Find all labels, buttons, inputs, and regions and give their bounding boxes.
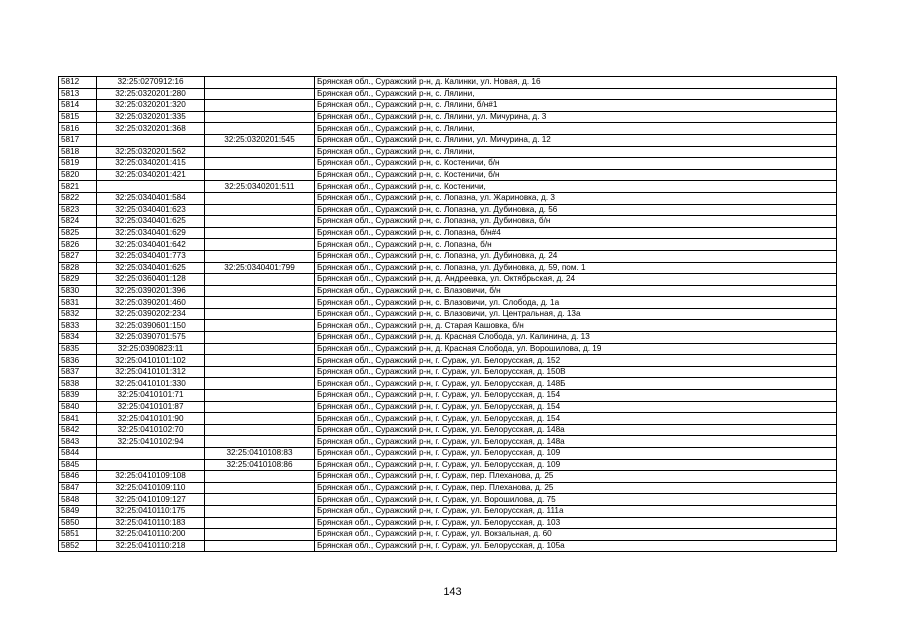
table-row: [59, 308, 837, 320]
cadastral-number-cell: 32:25:0340401:773: [97, 250, 205, 262]
row-number-cell: 5827: [59, 250, 97, 262]
cadastral-number-cell: 32:25:0410102:70: [97, 424, 205, 436]
parent-cadastral-number-cell: [205, 494, 315, 506]
cadastral-number-cell: 32:25:0390201:460: [97, 297, 205, 309]
parent-cadastral-number-cell: [205, 332, 315, 344]
cadastral-number-cell: [97, 134, 205, 146]
address-cell: Брянская обл., Суражский р-н, с. Лопазна, ул. Жариновка, д. 3: [315, 192, 837, 204]
parent-cadastral-number-cell: [205, 158, 315, 170]
parent-cadastral-number-cell: [205, 285, 315, 297]
cadastral-number-cell: 32:25:0410110:175: [97, 505, 205, 517]
row-number-cell: 5820: [59, 169, 97, 181]
cadastral-number-cell: 32:25:0410101:102: [97, 355, 205, 367]
row-number-cell: 5846: [59, 471, 97, 483]
cadastral-number-cell: 32:25:0320201:320: [97, 100, 205, 112]
address-cell: Брянская обл., Суражский р-н, с. Лопазна, ул. Дубиновка, д. 24: [315, 250, 837, 262]
address-cell: Брянская обл., Суражский р-н, с. Лопазна, б/н: [315, 239, 837, 251]
cadastral-number-cell: 32:25:0390601:150: [97, 320, 205, 332]
row-number-cell: 5834: [59, 332, 97, 344]
cadastral-number-cell: 32:25:0390701:575: [97, 332, 205, 344]
parent-cadastral-number-cell: [205, 401, 315, 413]
row-number-cell: 5817: [59, 134, 97, 146]
address-cell: Брянская обл., Суражский р-н, д. Красная Слобода, ул. Ворошилова, д. 19: [315, 343, 837, 355]
row-number-cell: 5835: [59, 343, 97, 355]
row-number-cell: 5826: [59, 239, 97, 251]
table-row: [59, 529, 837, 541]
parent-cadastral-number-cell: [205, 320, 315, 332]
table-row: [59, 343, 837, 355]
table-row: [59, 297, 837, 309]
address-cell: Брянская обл., Суражский р-н, с. Лялини,: [315, 88, 837, 100]
row-number-cell: 5813: [59, 88, 97, 100]
table-row: [59, 459, 837, 471]
table-row: [59, 285, 837, 297]
cadastral-number-cell: 32:25:0410101:71: [97, 390, 205, 402]
parent-cadastral-number-cell: [205, 169, 315, 181]
table-row: [59, 540, 837, 552]
table-row: [59, 192, 837, 204]
row-number-cell: 5833: [59, 320, 97, 332]
parent-cadastral-number-cell: [205, 366, 315, 378]
address-cell: Брянская обл., Суражский р-н, г. Сураж, ул. Белорусская, д. 109: [315, 459, 837, 471]
cadastral-number-cell: 32:25:0270912:16: [97, 77, 205, 89]
row-number-cell: 5836: [59, 355, 97, 367]
parent-cadastral-number-cell: 32:25:0410108:86: [205, 459, 315, 471]
address-cell: Брянская обл., Суражский р-н, д. Красная Слобода, ул. Калинина, д. 13: [315, 332, 837, 344]
row-number-cell: 5845: [59, 459, 97, 471]
row-number-cell: 5832: [59, 308, 97, 320]
table-row: [59, 274, 837, 286]
cadastral-number-cell: [97, 181, 205, 193]
cadastral-number-cell: 32:25:0320201:368: [97, 123, 205, 135]
table-row: [59, 100, 837, 112]
table-row: [59, 88, 837, 100]
parent-cadastral-number-cell: [205, 355, 315, 367]
address-cell: Брянская обл., Суражский р-н, д. Старая Кашовка, б/н: [315, 320, 837, 332]
cadastral-number-cell: 32:25:0340401:625: [97, 262, 205, 274]
cadastral-number-cell: 32:25:0390201:396: [97, 285, 205, 297]
cadastral-number-cell: 32:25:0410101:87: [97, 401, 205, 413]
parent-cadastral-number-cell: [205, 505, 315, 517]
cadastral-number-cell: 32:25:0340401:584: [97, 192, 205, 204]
parent-cadastral-number-cell: [205, 482, 315, 494]
table-row: [59, 517, 837, 529]
parent-cadastral-number-cell: [205, 88, 315, 100]
row-number-cell: 5843: [59, 436, 97, 448]
address-cell: Брянская обл., Суражский р-н, г. Сураж, ул. Вокзальная, д. 60: [315, 529, 837, 541]
parent-cadastral-number-cell: [205, 216, 315, 228]
parent-cadastral-number-cell: [205, 250, 315, 262]
cadastral-number-cell: 32:25:0410109:108: [97, 471, 205, 483]
table-row: [59, 250, 837, 262]
table-row: [59, 505, 837, 517]
row-number-cell: 5819: [59, 158, 97, 170]
cadastral-number-cell: 32:25:0410109:127: [97, 494, 205, 506]
address-cell: Брянская обл., Суражский р-н, г. Сураж, пер. Плеханова, д. 25: [315, 471, 837, 483]
row-number-cell: 5849: [59, 505, 97, 517]
row-number-cell: 5825: [59, 227, 97, 239]
parent-cadastral-number-cell: [205, 390, 315, 402]
table-row: [59, 320, 837, 332]
row-number-cell: 5840: [59, 401, 97, 413]
parent-cadastral-number-cell: [205, 111, 315, 123]
table-row: [59, 239, 837, 251]
table-row: [59, 134, 837, 146]
parent-cadastral-number-cell: [205, 274, 315, 286]
address-cell: Брянская обл., Суражский р-н, с. Лопазна, б/н#4: [315, 227, 837, 239]
row-number-cell: 5821: [59, 181, 97, 193]
row-number-cell: 5812: [59, 77, 97, 89]
address-cell: Брянская обл., Суражский р-н, г. Сураж, ул. Белорусская, д. 148а: [315, 436, 837, 448]
cadastral-number-cell: 32:25:0410101:90: [97, 413, 205, 425]
table-row: [59, 227, 837, 239]
row-number-cell: 5839: [59, 390, 97, 402]
row-number-cell: 5831: [59, 297, 97, 309]
address-cell: Брянская обл., Суражский р-н, с. Влазовичи, ул. Слобода, д. 1а: [315, 297, 837, 309]
cadastral-number-cell: 32:25:0410110:200: [97, 529, 205, 541]
address-cell: Брянская обл., Суражский р-н, г. Сураж, ул. Белорусская, д. 152: [315, 355, 837, 367]
row-number-cell: 5815: [59, 111, 97, 123]
parent-cadastral-number-cell: [205, 529, 315, 541]
parent-cadastral-number-cell: [205, 123, 315, 135]
table-row: [59, 436, 837, 448]
parent-cadastral-number-cell: 32:25:0320201:545: [205, 134, 315, 146]
table-row: [59, 204, 837, 216]
address-cell: Брянская обл., Суражский р-н, с. Лялини, б/н#1: [315, 100, 837, 112]
address-cell: Брянская обл., Суражский р-н, г. Сураж, ул. Ворошилова, д. 75: [315, 494, 837, 506]
row-number-cell: 5822: [59, 192, 97, 204]
row-number-cell: 5818: [59, 146, 97, 158]
table-row: [59, 169, 837, 181]
table-row: [59, 355, 837, 367]
table-row: [59, 413, 837, 425]
cadastral-number-cell: 32:25:0390202:234: [97, 308, 205, 320]
row-number-cell: 5847: [59, 482, 97, 494]
table-row: [59, 262, 837, 274]
cadastral-number-cell: 32:25:0320201:335: [97, 111, 205, 123]
address-cell: Брянская обл., Суражский р-н, д. Андреевка, ул. Октябрьская, д. 24: [315, 274, 837, 286]
table-row: [59, 181, 837, 193]
parent-cadastral-number-cell: [205, 100, 315, 112]
parent-cadastral-number-cell: [205, 297, 315, 309]
row-number-cell: 5838: [59, 378, 97, 390]
cadastral-number-cell: 32:25:0410110:218: [97, 540, 205, 552]
cadastral-number-cell: [97, 459, 205, 471]
parent-cadastral-number-cell: [205, 204, 315, 216]
row-number-cell: 5823: [59, 204, 97, 216]
cadastral-number-cell: 32:25:0390823:11: [97, 343, 205, 355]
parent-cadastral-number-cell: [205, 239, 315, 251]
cadastral-number-cell: 32:25:0340401:642: [97, 239, 205, 251]
table-row: [59, 471, 837, 483]
row-number-cell: 5830: [59, 285, 97, 297]
table-row: [59, 378, 837, 390]
address-cell: Брянская обл., Суражский р-н, с. Костеничи, б/н: [315, 169, 837, 181]
cadastral-number-cell: 32:25:0410101:330: [97, 378, 205, 390]
row-number-cell: 5816: [59, 123, 97, 135]
address-cell: Брянская обл., Суражский р-н, с. Влазовичи, б/н: [315, 285, 837, 297]
parent-cadastral-number-cell: [205, 378, 315, 390]
parent-cadastral-number-cell: [205, 413, 315, 425]
address-cell: Брянская обл., Суражский р-н, с. Лялини,: [315, 146, 837, 158]
parent-cadastral-number-cell: 32:25:0410108:83: [205, 448, 315, 460]
parent-cadastral-number-cell: [205, 146, 315, 158]
property-register-table: [58, 76, 837, 552]
cadastral-number-cell: 32:25:0410102:94: [97, 436, 205, 448]
address-cell: Брянская обл., Суражский р-н, с. Лялини, ул. Мичурина, д. 3: [315, 111, 837, 123]
row-number-cell: 5851: [59, 529, 97, 541]
address-cell: Брянская обл., Суражский р-н, с. Костеничи, б/н: [315, 158, 837, 170]
table-row: [59, 216, 837, 228]
parent-cadastral-number-cell: 32:25:0340201:511: [205, 181, 315, 193]
parent-cadastral-number-cell: [205, 517, 315, 529]
address-cell: Брянская обл., Суражский р-н, г. Сураж, ул. Белорусская, д. 150В: [315, 366, 837, 378]
table-row: [59, 494, 837, 506]
table-row: [59, 390, 837, 402]
cadastral-number-cell: 32:25:0340401:629: [97, 227, 205, 239]
cadastral-number-cell: 32:25:0320201:562: [97, 146, 205, 158]
parent-cadastral-number-cell: [205, 436, 315, 448]
parent-cadastral-number-cell: [205, 77, 315, 89]
address-cell: Брянская обл., Суражский р-н, с. Костеничи,: [315, 181, 837, 193]
parent-cadastral-number-cell: [205, 343, 315, 355]
table-row: [59, 424, 837, 436]
row-number-cell: 5828: [59, 262, 97, 274]
row-number-cell: 5844: [59, 448, 97, 460]
address-cell: Брянская обл., Суражский р-н, г. Сураж, пер. Плеханова, д. 25: [315, 482, 837, 494]
address-cell: Брянская обл., Суражский р-н, с. Влазовичи, ул. Центральная, д. 13а: [315, 308, 837, 320]
parent-cadastral-number-cell: 32:25:0340401:799: [205, 262, 315, 274]
address-cell: Брянская обл., Суражский р-н, д. Калинки, ул. Новая, д. 16: [315, 77, 837, 89]
cadastral-number-cell: 32:25:0320201:280: [97, 88, 205, 100]
row-number-cell: 5852: [59, 540, 97, 552]
address-cell: Брянская обл., Суражский р-н, с. Лопазна, ул. Дубиновка, д. 59, пом. 1: [315, 262, 837, 274]
row-number-cell: 5824: [59, 216, 97, 228]
cadastral-number-cell: 32:25:0340401:623: [97, 204, 205, 216]
row-number-cell: 5842: [59, 424, 97, 436]
address-cell: Брянская обл., Суражский р-н, г. Сураж, ул. Белорусская, д. 109: [315, 448, 837, 460]
address-cell: Брянская обл., Суражский р-н, с. Лопазна, ул. Дубиновка, д. 56: [315, 204, 837, 216]
row-number-cell: 5829: [59, 274, 97, 286]
address-cell: Брянская обл., Суражский р-н, г. Сураж, ул. Белорусская, д. 154: [315, 413, 837, 425]
cadastral-number-cell: [97, 448, 205, 460]
parent-cadastral-number-cell: [205, 471, 315, 483]
table-row: [59, 158, 837, 170]
address-cell: Брянская обл., Суражский р-н, г. Сураж, ул. Белорусская, д. 103: [315, 517, 837, 529]
table-row: [59, 77, 837, 89]
address-cell: Брянская обл., Суражский р-н, г. Сураж, ул. Белорусская, д. 154: [315, 401, 837, 413]
cadastral-number-cell: 32:25:0340201:421: [97, 169, 205, 181]
parent-cadastral-number-cell: [205, 540, 315, 552]
parent-cadastral-number-cell: [205, 192, 315, 204]
table-row: [59, 332, 837, 344]
cadastral-number-cell: 32:25:0410110:183: [97, 517, 205, 529]
row-number-cell: 5814: [59, 100, 97, 112]
cadastral-number-cell: 32:25:0410101:312: [97, 366, 205, 378]
table-row: [59, 146, 837, 158]
row-number-cell: 5848: [59, 494, 97, 506]
cadastral-number-cell: 32:25:0410109:110: [97, 482, 205, 494]
table-row: [59, 111, 837, 123]
address-cell: Брянская обл., Суражский р-н, г. Сураж, ул. Белорусская, д. 105а: [315, 540, 837, 552]
parent-cadastral-number-cell: [205, 227, 315, 239]
address-cell: Брянская обл., Суражский р-н, с. Лялини, ул. Мичурина, д. 12: [315, 134, 837, 146]
address-cell: Брянская обл., Суражский р-н, г. Сураж, ул. Белорусская, д. 154: [315, 390, 837, 402]
table-row: [59, 482, 837, 494]
address-cell: Брянская обл., Суражский р-н, с. Лопазна, ул. Дубиновка, б/н: [315, 216, 837, 228]
parent-cadastral-number-cell: [205, 424, 315, 436]
table-row: [59, 448, 837, 460]
row-number-cell: 5850: [59, 517, 97, 529]
cadastral-number-cell: 32:25:0340401:625: [97, 216, 205, 228]
table-row: [59, 401, 837, 413]
address-cell: Брянская обл., Суражский р-н, г. Сураж, ул. Белорусская, д. 148а: [315, 424, 837, 436]
parent-cadastral-number-cell: [205, 308, 315, 320]
table-row: [59, 123, 837, 135]
table-row: [59, 366, 837, 378]
row-number-cell: 5841: [59, 413, 97, 425]
address-cell: Брянская обл., Суражский р-н, г. Сураж, ул. Белорусская, д. 148Б: [315, 378, 837, 390]
cadastral-number-cell: 32:25:0340201:415: [97, 158, 205, 170]
cadastral-number-cell: 32:25:0360401:128: [97, 274, 205, 286]
address-cell: Брянская обл., Суражский р-н, с. Лялини,: [315, 123, 837, 135]
row-number-cell: 5837: [59, 366, 97, 378]
page-number: 143: [443, 586, 462, 598]
table-body: [59, 77, 837, 552]
address-cell: Брянская обл., Суражский р-н, г. Сураж, ул. Белорусская, д. 111а: [315, 505, 837, 517]
